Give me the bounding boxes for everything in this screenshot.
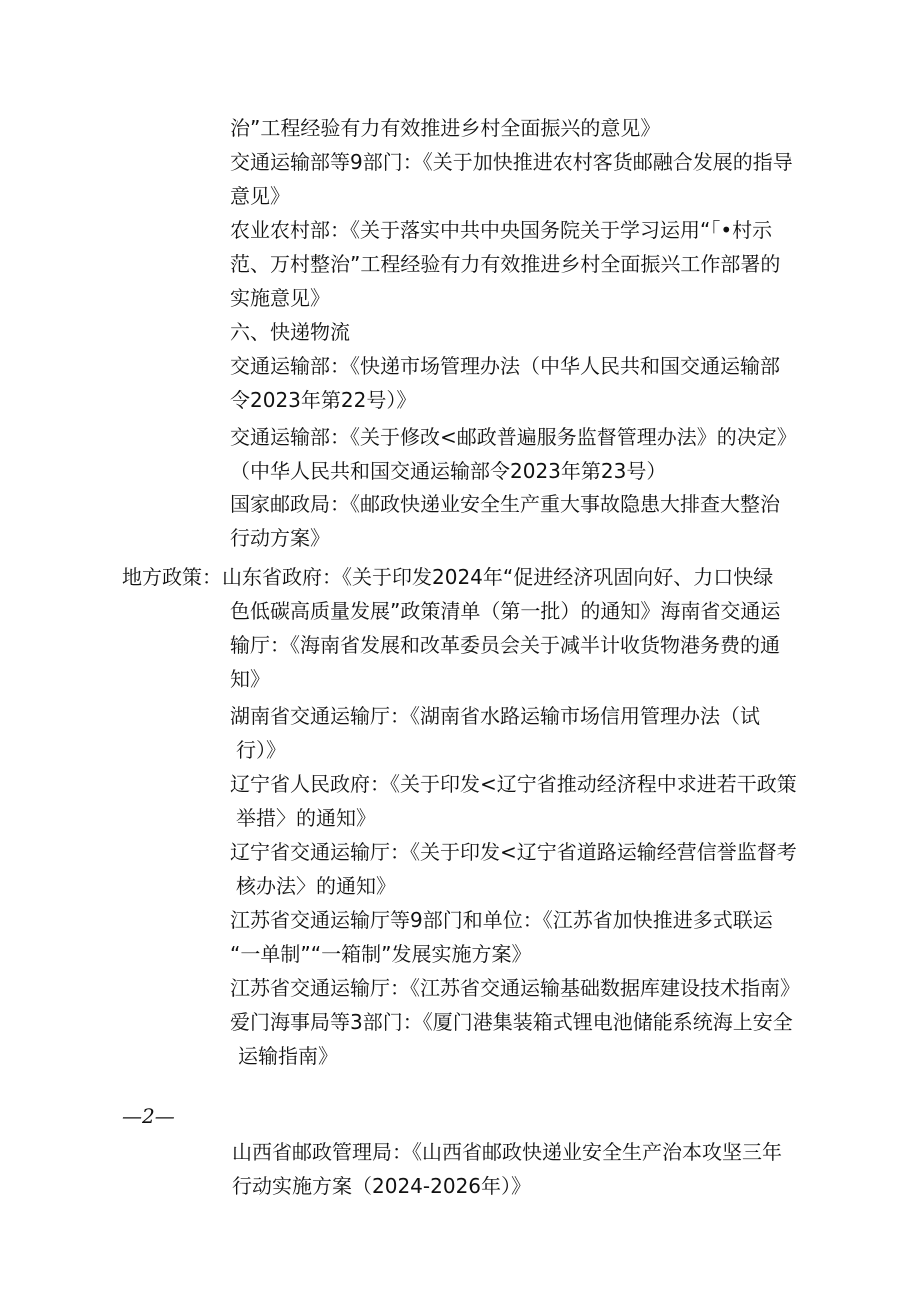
- text-line: 举措〉的通知》: [236, 806, 376, 830]
- text-line: 运输指南》: [238, 1044, 338, 1068]
- text-line: 湖南省交通运输厅：《湖南省水路运输市场信用管理办法（试: [230, 704, 760, 728]
- text-line: 范、万村整治”工程经验有力有效推进乡村全面振兴工作部署的: [230, 252, 781, 276]
- page-number: —2—: [122, 1104, 175, 1128]
- text-line: 辽宁省交通运输厅：《关于印发<辽宁省道路运输经营信誉监督考: [230, 840, 797, 864]
- text-line: 交通运输部等9部门：《关于加快推进农村客货邮融合发展的指导: [230, 150, 793, 174]
- text-line: 行动实施方案（2024-2026年）》: [232, 1174, 532, 1198]
- text-line: 江苏省交通运输厅等9部门和单位：《江苏省加快推进多式联运: [230, 908, 773, 932]
- text-line: 行）》: [236, 738, 286, 762]
- text-line: “一单制”“一箱制”发展实施方案》: [230, 942, 532, 966]
- text-line: 爱门海事局等3部门：《厦门港集装箱式锂电池储能系统海上安全: [230, 1010, 793, 1034]
- section-heading: 六、快递物流: [230, 320, 350, 344]
- text-line: 意见》: [230, 184, 290, 208]
- text-line: 交通运输部：《关于修改<邮政普遍服务监督管理办法》的决定》: [230, 425, 797, 449]
- text-line: 国家邮政局：《邮政快递业安全生产重大事故隐患大排查大整治: [230, 492, 780, 516]
- text-line: 江苏省交通运输厅：《江苏省交通运输基础数据库建设技术指南》: [230, 976, 800, 1000]
- text-line: 农业农村部：《关于落实中共中央国务院关于学习运用“「•村示: [230, 218, 773, 242]
- text-line: 实施意见》: [230, 286, 330, 310]
- text-line: 知》: [230, 667, 270, 691]
- text-line: 行动方案》: [230, 526, 330, 550]
- text-line: 辽宁省人民政府：《关于印发<辽宁省推动经济程中求进若干政策: [230, 772, 797, 796]
- local-policy-heading-line: 地方政策：山东省政府：《关于印发2024年“促进经济巩固向好、力口快绿: [122, 565, 774, 589]
- text-line: 治”工程经验有力有效推进乡村全面振兴的意见》: [230, 116, 661, 140]
- text-line: 输厅：《海南省发展和改革委员会关于减半计收货物港务费的通: [230, 633, 780, 657]
- text-line: 山西省邮政管理局：《山西省邮政快递业安全生产治本攻坚三年: [232, 1140, 782, 1164]
- text-line: 令2023年第22号）》: [230, 388, 417, 412]
- text-line: 色低碳高质量发展”政策清单（第一批）的通知》海南省交通运: [230, 599, 781, 623]
- text-line: （中华人民共和国交通运输部令2023年第23号）: [230, 459, 667, 483]
- text-line: 核办法〉的通知》: [236, 874, 396, 898]
- text-line: 交通运输部：《快递市场管理办法（中华人民共和国交通运输部: [230, 354, 780, 378]
